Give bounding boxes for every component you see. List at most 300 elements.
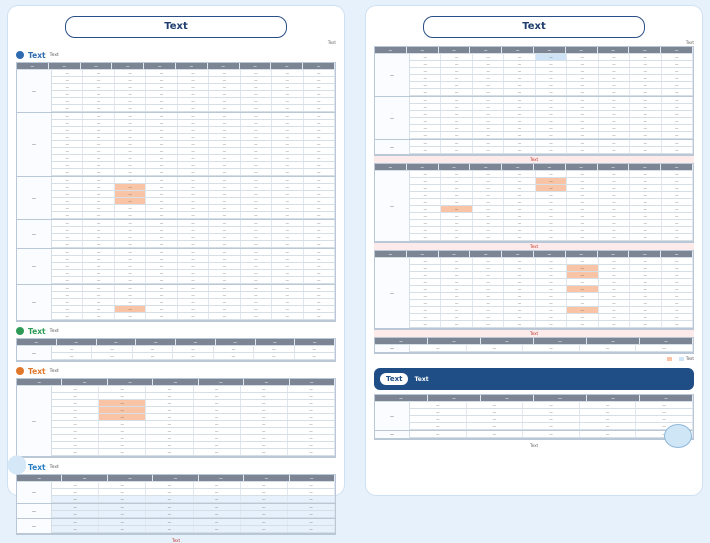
table-cell: — <box>178 227 209 233</box>
table-cell: — <box>209 184 240 190</box>
table-cell: — <box>241 105 272 111</box>
table-cell: — <box>241 428 288 434</box>
table-cell: — <box>178 98 209 104</box>
table-cell: — <box>209 134 240 140</box>
table-cell: — <box>504 286 535 292</box>
table-cell: — <box>115 263 146 269</box>
table-cell: — <box>146 105 177 111</box>
table-cell: — <box>209 212 240 218</box>
table-cell: — <box>410 265 441 271</box>
table-cell: — <box>567 220 598 226</box>
left-schedule-page <box>8 6 344 543</box>
section-2-icon <box>16 327 24 335</box>
table-cell: — <box>636 402 693 408</box>
table-cell: — <box>115 227 146 233</box>
table-cell: — <box>304 256 335 262</box>
table-cell: — <box>504 178 535 184</box>
table-cell: — <box>241 234 272 240</box>
table-group <box>375 431 693 439</box>
table-cell: — <box>178 205 209 211</box>
table-cell: — <box>178 134 209 140</box>
table-cell: — <box>410 82 441 88</box>
table-cell: — <box>272 91 303 97</box>
table-cell: — <box>115 184 146 190</box>
table-cell: — <box>194 504 241 510</box>
table-cell: — <box>630 132 661 138</box>
table-cell: — <box>271 63 303 69</box>
table-cell: — <box>470 251 502 257</box>
table-cell: — <box>467 345 524 351</box>
table-cell: — <box>536 82 567 88</box>
table-cell: — <box>241 212 272 218</box>
table-cell: — <box>441 140 472 146</box>
table-cell: — <box>99 504 146 510</box>
table-cell: — <box>410 97 441 103</box>
table-cell: — <box>272 113 303 119</box>
table-cell: — <box>83 155 114 161</box>
table-cell: — <box>99 428 146 434</box>
table-cell: — <box>146 489 193 495</box>
table-cell: — <box>52 120 83 126</box>
table-cell: — <box>272 191 303 197</box>
table-cell: — <box>115 155 146 161</box>
table-cell: — <box>209 162 240 168</box>
table-cell: — <box>599 234 630 240</box>
table-cell: — <box>599 61 630 67</box>
table-cell: — <box>83 306 114 312</box>
table-row <box>410 199 693 206</box>
table-cell: — <box>662 279 693 285</box>
table-row <box>410 75 693 82</box>
table-cell: — <box>536 61 567 67</box>
table-row <box>52 234 335 241</box>
table-cell: — <box>441 61 472 67</box>
table-cell: — <box>630 140 661 146</box>
table-cell: — <box>178 212 209 218</box>
table-cell: — <box>410 314 441 320</box>
table-cell: — <box>640 395 693 401</box>
table-cell: — <box>304 105 335 111</box>
table-row <box>52 84 335 91</box>
table-cell: — <box>288 482 335 488</box>
table-cell: — <box>473 279 504 285</box>
table-cell: — <box>598 164 630 170</box>
table-cell: — <box>536 54 567 60</box>
table-cell: — <box>52 400 99 406</box>
table-cell: — <box>272 134 303 140</box>
table-cell: — <box>441 199 472 205</box>
table-row <box>52 134 335 141</box>
table-cell: — <box>439 47 471 53</box>
table-cell: — <box>52 313 83 319</box>
table-cell: — <box>99 489 146 495</box>
table-row <box>52 184 335 191</box>
table-row <box>410 132 693 139</box>
table-cell: — <box>83 84 114 90</box>
table-cell: — <box>630 321 661 327</box>
table-cell: — <box>178 270 209 276</box>
table-cell: — <box>567 213 598 219</box>
table-cell: — <box>441 258 472 264</box>
table-cell: — <box>410 286 441 292</box>
table-cell: — <box>567 272 598 278</box>
table-cell: — <box>536 185 567 191</box>
table-row <box>410 171 693 178</box>
table-cell: — <box>112 63 144 69</box>
table-cell: — <box>83 299 114 305</box>
table-row <box>52 220 335 227</box>
table-cell: — <box>441 89 472 95</box>
table-cell: — <box>241 84 272 90</box>
table-cell: — <box>272 285 303 291</box>
table-cell: — <box>146 249 177 255</box>
table-row <box>52 198 335 205</box>
table-cell: — <box>567 206 598 212</box>
table-cell: — <box>536 227 567 233</box>
table-cell: — <box>272 263 303 269</box>
table-cell: — <box>504 199 535 205</box>
table-group <box>375 54 693 97</box>
table-cell: — <box>304 77 335 83</box>
table-cell: — <box>272 141 303 147</box>
table-cell: — <box>536 293 567 299</box>
table-cell: — <box>290 379 335 385</box>
table-cell: — <box>504 279 535 285</box>
table-cell: — <box>630 185 661 191</box>
table-cell: — <box>587 338 640 344</box>
table-cell: — <box>567 307 598 313</box>
table-cell: — <box>209 148 240 154</box>
table-cell: — <box>410 321 441 327</box>
table-cell: — <box>504 61 535 67</box>
table-cell: — <box>504 192 535 198</box>
table-cell: — <box>629 47 661 53</box>
table-header-row <box>375 251 693 258</box>
table-cell: — <box>504 293 535 299</box>
table-cell: — <box>99 442 146 448</box>
table-cell: — <box>441 147 472 153</box>
table-group <box>17 504 335 519</box>
table-cell: — <box>146 299 177 305</box>
table-cell: — <box>467 409 524 415</box>
table-cell: — <box>254 353 294 359</box>
group-label: — <box>375 431 410 438</box>
table-cell: — <box>52 148 83 154</box>
table-cell: — <box>304 191 335 197</box>
table-cell: — <box>504 171 535 177</box>
table-cell: — <box>662 272 693 278</box>
section-header-1 <box>16 49 336 61</box>
table-row <box>52 504 335 511</box>
table-cell: — <box>662 300 693 306</box>
table-header-row <box>375 47 693 54</box>
table-cell: — <box>241 141 272 147</box>
table-cell: — <box>473 171 504 177</box>
table-cell: — <box>146 504 193 510</box>
right-table-5 <box>374 394 694 440</box>
table-cell: — <box>83 256 114 262</box>
table-cell: — <box>410 345 467 351</box>
table-cell: — <box>410 104 441 110</box>
table-cell: — <box>209 91 240 97</box>
group-label: — <box>17 504 52 518</box>
table-cell: — <box>661 47 693 53</box>
table-cell: — <box>599 140 630 146</box>
table-cell: — <box>410 199 441 205</box>
table-cell: — <box>566 47 598 53</box>
table-cell: — <box>599 118 630 124</box>
table-cell: — <box>146 442 193 448</box>
table-cell: — <box>194 482 241 488</box>
table-cell: — <box>580 402 637 408</box>
table-cell: — <box>567 178 598 184</box>
table-cell: — <box>99 526 146 532</box>
table-group <box>17 519 335 534</box>
table-row <box>52 346 335 353</box>
table-cell: — <box>83 134 114 140</box>
table-cell: — <box>146 184 177 190</box>
table-cell: — <box>504 54 535 60</box>
table-cell: — <box>52 263 83 269</box>
table-cell: — <box>272 84 303 90</box>
group-label: — <box>375 97 410 139</box>
table-cell: — <box>194 386 241 392</box>
table-cell: — <box>536 300 567 306</box>
table-cell: — <box>272 177 303 183</box>
table-cell: — <box>410 234 441 240</box>
table-cell: — <box>536 132 567 138</box>
table-cell: — <box>52 191 83 197</box>
table-group <box>17 249 335 285</box>
left-footer-note: Text <box>171 538 181 543</box>
table-cell: — <box>52 526 99 532</box>
table-cell: — <box>441 227 472 233</box>
table-cell: — <box>410 68 441 74</box>
table-cell: — <box>115 299 146 305</box>
table-cell: — <box>536 118 567 124</box>
table-row <box>52 277 335 284</box>
table-group <box>17 113 335 177</box>
table-cell: — <box>146 169 177 175</box>
table-cell: — <box>599 206 630 212</box>
table-cell: — <box>209 98 240 104</box>
table-cell: — <box>534 395 587 401</box>
table-cell: — <box>146 241 177 247</box>
table-cell: — <box>272 277 303 283</box>
table-cell: — <box>536 258 567 264</box>
table-cell: — <box>410 213 441 219</box>
section-3-title: Text <box>28 366 46 376</box>
table-cell: — <box>523 431 580 437</box>
table-cell: — <box>83 285 114 291</box>
table-cell: — <box>473 286 504 292</box>
table-row <box>410 300 693 307</box>
table-cell: — <box>83 105 114 111</box>
table-cell: — <box>178 277 209 283</box>
table-cell: — <box>304 155 335 161</box>
section-1-title: Text <box>28 50 46 60</box>
table-cell: — <box>504 147 535 153</box>
table-header-row <box>375 338 693 345</box>
table-cell: — <box>304 148 335 154</box>
mascot-icon <box>664 424 692 448</box>
table-cell: — <box>272 162 303 168</box>
table-row <box>52 162 335 169</box>
table-row <box>410 213 693 220</box>
table-row <box>52 91 335 98</box>
table-cell: — <box>410 431 467 437</box>
table-cell: — <box>241 292 272 298</box>
group-label: — <box>375 345 410 352</box>
table-cell: — <box>473 104 504 110</box>
table-cell: — <box>467 423 524 429</box>
table-cell: — <box>567 68 598 74</box>
table-cell: — <box>599 111 630 117</box>
right-progress-page <box>366 6 702 495</box>
table-cell: — <box>410 111 441 117</box>
table-cell: — <box>304 299 335 305</box>
table-row <box>52 306 335 313</box>
table-cell: — <box>473 75 504 81</box>
table-cell: — <box>146 141 177 147</box>
table-cell: — <box>599 82 630 88</box>
table-cell: — <box>441 279 472 285</box>
table-cell: — <box>662 97 693 103</box>
table-cell: — <box>662 54 693 60</box>
table-cell: — <box>52 407 99 413</box>
table-cell: — <box>52 91 83 97</box>
table-cell: — <box>599 279 630 285</box>
table-cell: — <box>504 265 535 271</box>
table-cell: — <box>209 155 240 161</box>
table-cell: — <box>473 300 504 306</box>
group-label: — <box>17 482 52 503</box>
table-cell: — <box>241 155 272 161</box>
table-cell: — <box>115 169 146 175</box>
table-cell: — <box>241 526 288 532</box>
table-row <box>52 263 335 270</box>
table-cell: — <box>536 125 567 131</box>
table-cell: — <box>144 63 176 69</box>
table-cell: — <box>115 205 146 211</box>
table-row <box>410 118 693 125</box>
table-cell: — <box>272 212 303 218</box>
table-cell: — <box>99 407 146 413</box>
table-cell: — <box>178 241 209 247</box>
table-group <box>17 70 335 113</box>
table-cell: — <box>599 265 630 271</box>
table-cell: — <box>115 212 146 218</box>
table-cell: — <box>536 220 567 226</box>
right-note: Text <box>685 40 694 45</box>
table-cell: — <box>304 285 335 291</box>
table-row <box>52 421 335 428</box>
table-cell: — <box>580 409 637 415</box>
table-cell: — <box>473 314 504 320</box>
table-cell: — <box>410 140 441 146</box>
table-row <box>410 321 693 328</box>
table-cell: — <box>209 177 240 183</box>
table-cell: — <box>536 89 567 95</box>
table-cell: — <box>209 270 240 276</box>
table-cell: — <box>83 184 114 190</box>
table-cell: — <box>241 120 272 126</box>
table-row <box>52 98 335 105</box>
table-cell: — <box>241 414 288 420</box>
table-row <box>52 256 335 263</box>
table-cell: — <box>194 435 241 441</box>
section-2-title: Text <box>28 326 46 336</box>
table-cell: — <box>304 306 335 312</box>
table-cell: — <box>241 205 272 211</box>
table-group <box>375 345 693 353</box>
table-cell: — <box>115 220 146 226</box>
table-cell: — <box>241 313 272 319</box>
legend-swatch-orange <box>667 357 672 361</box>
table-cell: — <box>209 292 240 298</box>
table-cell: — <box>662 171 693 177</box>
table-cell: — <box>304 270 335 276</box>
table-cell: — <box>92 353 132 359</box>
table-cell: — <box>473 132 504 138</box>
table-cell: — <box>146 127 177 133</box>
table-cell: — <box>146 414 193 420</box>
section-header-2 <box>16 325 336 337</box>
table-cell: — <box>481 338 534 344</box>
table-cell: — <box>473 206 504 212</box>
table-cell: — <box>536 199 567 205</box>
table-cell: — <box>240 63 272 69</box>
table-cell: — <box>662 234 693 240</box>
table-cell: — <box>178 162 209 168</box>
table-cell: — <box>536 104 567 110</box>
table-cell: — <box>304 84 335 90</box>
table-cell: — <box>630 104 661 110</box>
table-cell: — <box>536 279 567 285</box>
table-cell: — <box>52 212 83 218</box>
table-cell: — <box>241 227 272 233</box>
table-cell: — <box>288 526 335 532</box>
table-row <box>52 127 335 134</box>
table-cell: — <box>504 140 535 146</box>
table-cell: — <box>146 263 177 269</box>
table-row <box>52 442 335 449</box>
table-cell: — <box>467 431 524 437</box>
table-cell: — <box>504 68 535 74</box>
table-row <box>52 428 335 435</box>
table-cell: — <box>288 435 335 441</box>
table-cell: — <box>272 98 303 104</box>
table-cell: — <box>598 251 630 257</box>
table-cell: — <box>523 416 580 422</box>
group-label: — <box>17 249 52 284</box>
table-cell: — <box>176 339 216 345</box>
table-group <box>17 220 335 249</box>
table-header-row <box>17 379 335 386</box>
table-group <box>17 346 335 361</box>
table-cell: — <box>133 346 173 352</box>
table-row <box>52 105 335 112</box>
table-cell: — <box>272 241 303 247</box>
table-cell: — <box>178 105 209 111</box>
table-cell: — <box>146 407 193 413</box>
table-cell: — <box>83 263 114 269</box>
table-cell: — <box>304 127 335 133</box>
table-cell: — <box>241 162 272 168</box>
table-cell: — <box>473 192 504 198</box>
table-header-row <box>17 475 335 482</box>
table-cell: — <box>52 177 83 183</box>
